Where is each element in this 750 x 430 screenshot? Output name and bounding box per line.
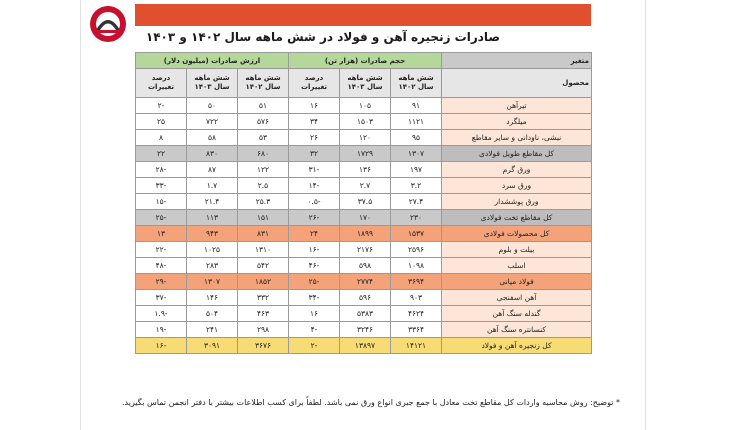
- value-1402: ۱۵۱: [238, 210, 289, 226]
- volume-change: ۲۴: [289, 226, 340, 242]
- table-row: [136, 210, 592, 226]
- value-1402: ۳۳۲: [238, 290, 289, 306]
- volume-1403: ۳۲۴۶: [340, 322, 391, 338]
- value-1402: ۵۷۶: [238, 114, 289, 130]
- volume-change: -۴: [289, 322, 340, 338]
- footnote: * توضیح: روش محاسبه واردات کل مقاطع تخت معادل با جمع جبری انواع ورق نمی باشد. لطفاً برای کسب اطلاعات بیشتر با دفتر انجمن تماس بگیرید.: [121, 398, 620, 407]
- table-row: [136, 290, 592, 306]
- header-vol-change: درصد تغییرات: [289, 69, 340, 98]
- product-name: میلگرد: [442, 114, 592, 130]
- product-name: اسلب: [442, 258, 592, 274]
- value-1403: ۱۱۳: [187, 210, 238, 226]
- volume-1403: ۱۳۸۹۷: [340, 338, 391, 354]
- value-change: ۱۳: [136, 226, 187, 242]
- table-row: [136, 338, 592, 354]
- volume-1402: ۳۳۶۴: [391, 322, 442, 338]
- product-name: ورق سرد: [442, 178, 592, 194]
- value-1402: ۱۸۵۲: [238, 274, 289, 290]
- value-change: -۲۹: [136, 274, 187, 290]
- table-row: [136, 178, 592, 194]
- header-value-group: ارزش صادرات (میلیون دلار): [136, 53, 289, 69]
- value-change: -۱۹: [136, 322, 187, 338]
- volume-change: ۳۲: [289, 146, 340, 162]
- volume-1403: ۲۱۷۶: [340, 242, 391, 258]
- table-row: [136, 242, 592, 258]
- value-1402: ۵۱: [238, 98, 289, 114]
- header-variable: متغیر: [442, 53, 592, 69]
- volume-1403: ۵۹۶: [340, 290, 391, 306]
- product-name: کل محصولات فولادی: [442, 226, 592, 242]
- product-name: آهن اسفنجی: [442, 290, 592, 306]
- volume-1403: ۲۷۷۴: [340, 274, 391, 290]
- volume-1402: ۹۰۳: [391, 290, 442, 306]
- volume-change: -۲۶: [289, 210, 340, 226]
- volume-1402: ۱۵۳۷: [391, 226, 442, 242]
- product-name: کل مقاطع تخت فولادی: [442, 210, 592, 226]
- product-name: نبشی، ناودانی و سایر مقاطع: [442, 130, 592, 146]
- table-row: [136, 194, 592, 210]
- volume-1402: ۳۶۹۴: [391, 274, 442, 290]
- volume-change: ۲۶: [289, 130, 340, 146]
- volume-1403: ۱۷۰: [340, 210, 391, 226]
- volume-change: -۱۴: [289, 178, 340, 194]
- volume-1403: ۱۲۰: [340, 130, 391, 146]
- volume-1403: ۱۸۹۹: [340, 226, 391, 242]
- value-change: -۴۸: [136, 258, 187, 274]
- volume-1403: ۲.۷: [340, 178, 391, 194]
- volume-1403: ۱۰۵: [340, 98, 391, 114]
- value-change: -۳۳: [136, 178, 187, 194]
- value-change: -۱۶: [136, 338, 187, 354]
- top-accent-bar: [135, 4, 591, 26]
- value-1402: ۲۵.۳: [238, 194, 289, 210]
- value-1403: ۱.۷: [187, 178, 238, 194]
- value-1403: ۱۳۰۷: [187, 274, 238, 290]
- volume-change: ۳۴: [289, 114, 340, 130]
- value-1402: ۲.۵: [238, 178, 289, 194]
- value-change: -۲۵: [136, 210, 187, 226]
- value-1402: ۵۴۲: [238, 258, 289, 274]
- volume-change: -۴۶: [289, 258, 340, 274]
- header-val-1402: شش ماهه سال ۱۴۰۲: [238, 69, 289, 98]
- header-val-change: درصد تغییرات: [136, 69, 187, 98]
- volume-1402: ۲۳۰: [391, 210, 442, 226]
- product-name: کل مقاطع طویل فولادی: [442, 146, 592, 162]
- volume-change: ۱۶: [289, 306, 340, 322]
- value-change: -۱۵: [136, 194, 187, 210]
- product-name: بیلت و بلوم: [442, 242, 592, 258]
- value-1403: ۲۴۱: [187, 322, 238, 338]
- value-1402: ۴۶۳: [238, 306, 289, 322]
- value-1403: ۵۸: [187, 130, 238, 146]
- volume-1402: ۱۹۷: [391, 162, 442, 178]
- volume-1403: ۱۷۲۹: [340, 146, 391, 162]
- volume-change: -۳۴: [289, 290, 340, 306]
- value-change: -۲۲: [136, 242, 187, 258]
- volume-1402: ۱۰۹۸: [391, 258, 442, 274]
- volume-1403: ۱۵۰۳: [340, 114, 391, 130]
- product-name: کل زنجیره آهن و فولاد: [442, 338, 592, 354]
- value-1402: ۶۸۰: [238, 146, 289, 162]
- volume-1402: ۹۱: [391, 98, 442, 114]
- volume-1403: ۵۹۸: [340, 258, 391, 274]
- value-1402: ۱۳۱۰: [238, 242, 289, 258]
- volume-change: -۲: [289, 338, 340, 354]
- header-vol-1402: شش ماهه سال ۱۴۰۲: [391, 69, 442, 98]
- volume-1402: ۲۵۹۶: [391, 242, 442, 258]
- value-1403: ۹۴۳: [187, 226, 238, 242]
- value-1402: ۲۹۸: [238, 322, 289, 338]
- value-1403: ۱۰۲۵: [187, 242, 238, 258]
- value-1403: ۸۷: [187, 162, 238, 178]
- value-1403: ۵۰۴: [187, 306, 238, 322]
- value-change: ۲۲: [136, 146, 187, 162]
- value-1403: ۵۰: [187, 98, 238, 114]
- value-change: -۳۷: [136, 290, 187, 306]
- volume-change: ۱۶: [289, 98, 340, 114]
- value-change: -۲: [136, 98, 187, 114]
- value-change: -۱.۹: [136, 306, 187, 322]
- header-volume-group: حجم صادرات (هزار تن): [289, 53, 442, 69]
- value-1402: ۸۳۱: [238, 226, 289, 242]
- product-name: فولاد میانی: [442, 274, 592, 290]
- product-name: ورق پوششدار: [442, 194, 592, 210]
- table-row: [136, 146, 592, 162]
- header-product: محصول: [442, 69, 592, 98]
- value-1402: ۳۶۷۶: [238, 338, 289, 354]
- value-1402: ۵۳: [238, 130, 289, 146]
- value-1402: ۱۲۲: [238, 162, 289, 178]
- value-change: -۲۸: [136, 162, 187, 178]
- table-row: [136, 98, 592, 114]
- value-1403: ۳۰۹۱: [187, 338, 238, 354]
- volume-change: -۱۶: [289, 242, 340, 258]
- table-row: [136, 258, 592, 274]
- volume-1402: ۱۱۲۱: [391, 114, 442, 130]
- header-vol-1403: شش ماهه سال ۱۴۰۳: [340, 69, 391, 98]
- volume-1403: ۵۳۸۳: [340, 306, 391, 322]
- value-1403: ۸۳۰: [187, 146, 238, 162]
- table-row: [136, 322, 592, 338]
- volume-1403: ۱۳۶: [340, 162, 391, 178]
- volume-1402: ۲۷.۴: [391, 194, 442, 210]
- product-name: تیرآهن: [442, 98, 592, 114]
- volume-change: -۰.۵: [289, 194, 340, 210]
- volume-1402: ۳.۲: [391, 178, 442, 194]
- value-1403: ۱۴۶: [187, 290, 238, 306]
- export-table: [135, 52, 592, 354]
- product-name: گندله سنگ آهن: [442, 306, 592, 322]
- page-title: صادرات زنجیره آهن و فولاد در شش ماهه سال ۱۴۰۲ و ۱۴۰۳: [145, 30, 500, 44]
- table-row: [136, 306, 592, 322]
- header-val-1403: شش ماهه سال ۱۴۰۳: [187, 69, 238, 98]
- value-1403: ۷۲۲: [187, 114, 238, 130]
- volume-change: -۲۵: [289, 274, 340, 290]
- volume-change: -۳۱: [289, 162, 340, 178]
- value-1403: ۲۱.۴: [187, 194, 238, 210]
- volume-1403: ۳۷.۵: [340, 194, 391, 210]
- volume-1402: ۴۶۲۴: [391, 306, 442, 322]
- volume-1402: ۹۵: [391, 130, 442, 146]
- table-row: [136, 226, 592, 242]
- volume-1402: ۱۴۱۲۱: [391, 338, 442, 354]
- table-row: [136, 274, 592, 290]
- value-change: ۸: [136, 130, 187, 146]
- table-row: [136, 162, 592, 178]
- volume-1402: ۱۳۰۷: [391, 146, 442, 162]
- table-row: [136, 130, 592, 146]
- product-name: کنسانتره سنگ آهن: [442, 322, 592, 338]
- value-change: ۲۵: [136, 114, 187, 130]
- table-row: [136, 114, 592, 130]
- product-name: ورق گرم: [442, 162, 592, 178]
- value-1403: ۲۸۳: [187, 258, 238, 274]
